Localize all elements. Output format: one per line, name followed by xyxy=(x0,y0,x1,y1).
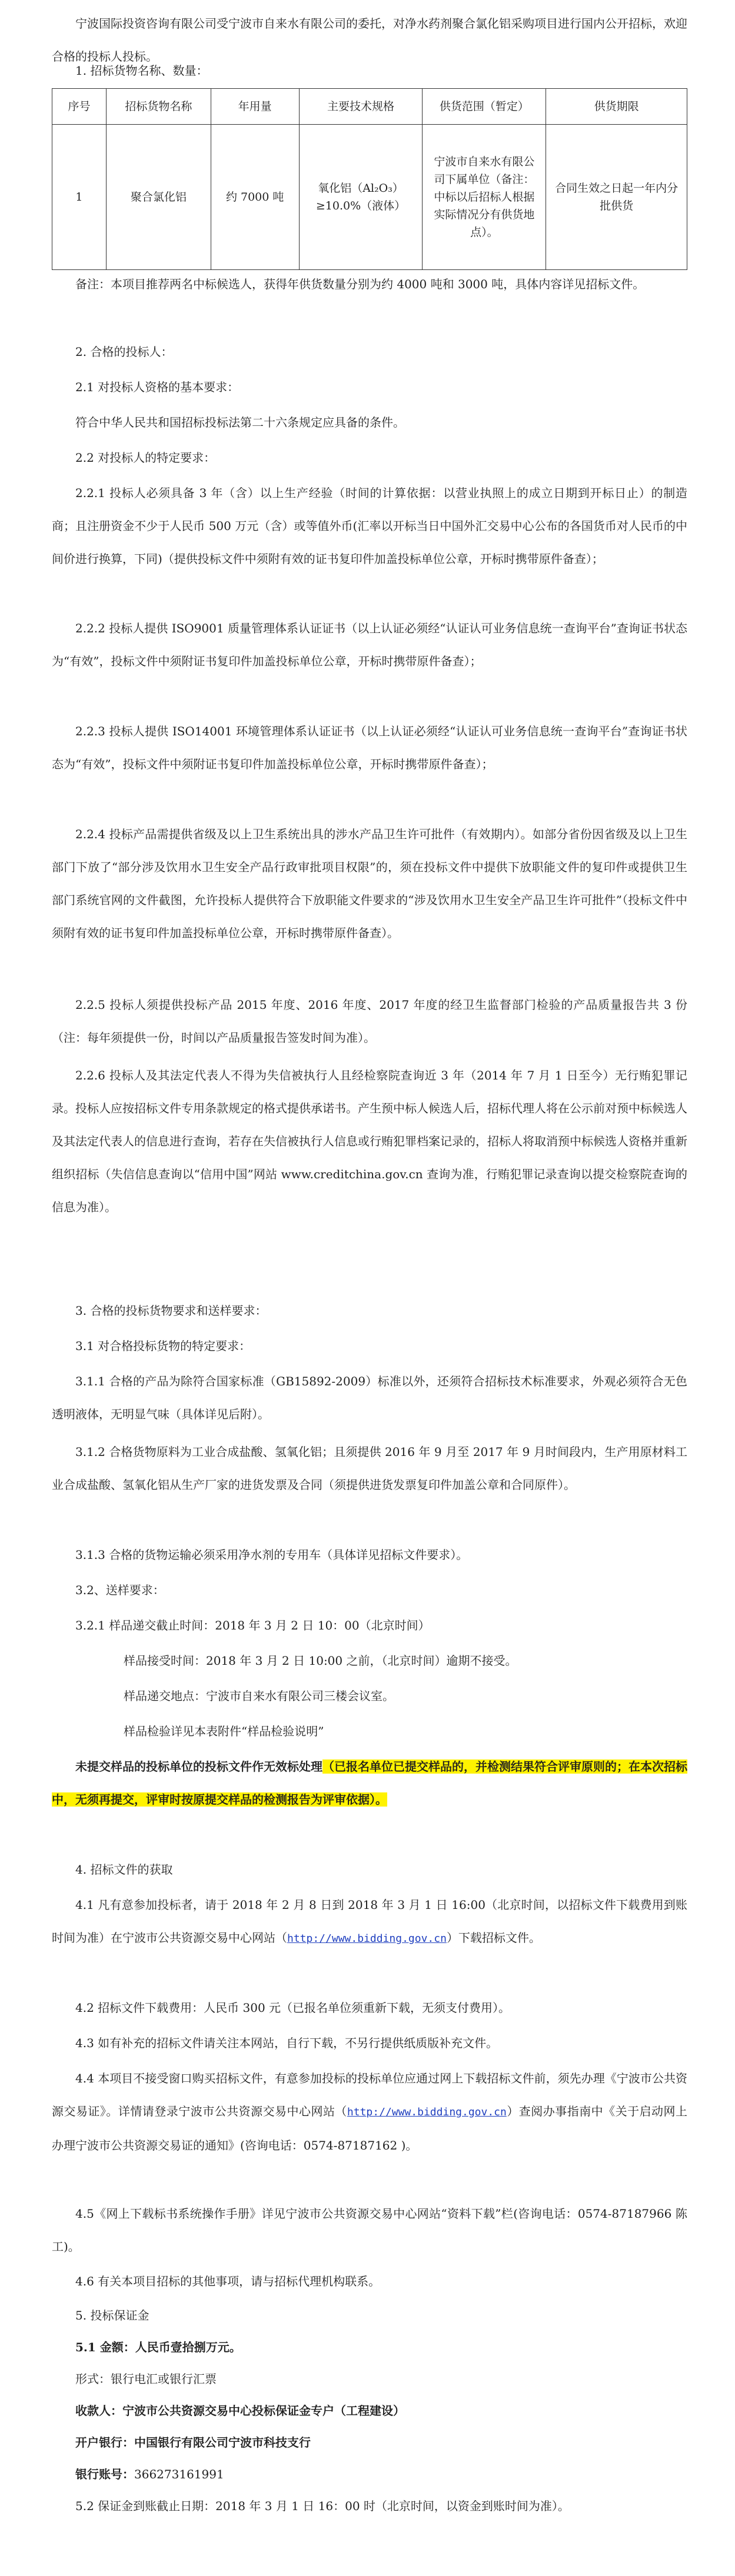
sample-receive-time: 样品接受时间：2018 年 3 月 2 日 10:00 之前，（北京时间）逾期不接受。 xyxy=(124,1654,517,1668)
section-2-2-6: 2.2.6 投标人及其法定代表人不得为失信被执行人且经检察院查询近 3 年（2014 年 7 月 1 日至今）无行贿犯罪记录。投标人应按招标文件专用条款规定的格式提供承诺书。产生预中标人候选人后，招标代理人将在公示前对预中标候选人及其法定代表人的信息进行查询，若存在失信被执行人信息或行贿犯罪档案记录的，招标人将取消预中标候选人资格并重新组织招标（失信信息查询以“信用中国”网站 www.creditchina.gov.cn 查询为准，行贿犯罪记录查询以提交检察院查询的信息为准）。 xyxy=(52,1068,687,1214)
cell-spec: 氧化铝（Al₂O₃）≥10.0%（液体） xyxy=(299,125,423,270)
col-header-scope: 供货范围（暂定） xyxy=(423,89,546,125)
sample-warning-plain: 未提交样品的投标单位的投标文件作无效标处理 xyxy=(75,1759,322,1774)
cell-period: 合同生效之日起一年内分批供货 xyxy=(546,125,687,270)
section-4-title: 4. 招标文件的获取 xyxy=(75,1862,173,1877)
section-3-2-title: 3.2、送样要求： xyxy=(75,1583,165,1597)
col-header-period: 供货期限 xyxy=(546,89,687,125)
section-4-1 xyxy=(52,1888,687,1955)
section-3-1-title: 3.1 对合格投标货物的特定要求： xyxy=(75,1339,251,1353)
section-2-title: 2. 合格的投标人： xyxy=(75,345,173,359)
section-5-title: 5. 投标保证金 xyxy=(75,2308,149,2322)
cell-usage: 约 7000 吨 xyxy=(211,125,299,270)
section-3-1-1: 3.1.1 合格的产品为除符合国家标准（GB15892-2009）标准以外，还须符合招标技术标准要求，外观必须符合无色透明液体，无明显气味（具体详见后附）。 xyxy=(52,1374,687,1421)
section-4-4 xyxy=(52,2062,687,2162)
section-1-title: 1. 招标货物名称、数量： xyxy=(75,64,208,78)
section-4-2: 4.2 招标文件下载费用：人民币 300 元（已报名单位须重新下载，无须支付费用）。 xyxy=(75,2001,511,2015)
col-header-name: 招标货物名称 xyxy=(106,89,211,125)
section-2-2-5: 2.2.5 投标人须提供投标产品 2015 年度、2016 年度、2017 年度的经卫生监督部门检验的产品质量报告共 3 份（注：每年须提供一份，时间以产品质量报告签发时间为准）。 xyxy=(52,998,687,1045)
section-2-2-2: 2.2.2 投标人提供 ISO9001 质量管理体系认证证书（以上认证必须经“认证认可业务信息统一查询平台”查询证书状态为“有效”，投标文件中须附证书复印件加盖投标单位公章，开标时携带原件备查）； xyxy=(52,621,687,668)
sample-warning-highlight: （已报名单位已提交样品的，并检测结果符合评审原则的；在本次招标中，无须再提交，评审时按原提交样品的检测报告为评审依据）。 xyxy=(52,1759,687,1807)
section-2-2-4: 2.2.4 投标产品需提供省级及以上卫生系统出具的涉水产品卫生许可批件（有效期内）。如部分省份因省级及以上卫生部门下放了“部分涉及饮用水卫生安全产品行政审批项目权限”的，须在投标文件中提供下放职能文件的复印件或提供卫生部门系统官网的文件截图，允许投标人提供符合下放职能文件要求的“涉及饮用水卫生安全产品卫生许可批件”（投标文件中须附有效的证书复印件加盖投标单位公章，开标时携带原件备查）。 xyxy=(52,827,687,940)
section-4-4-text: 4.4 本项目不接受窗口购买招标文件，有意参加投标的投标单位应通过网上下载招标文件前，须先办理《宁波市公共资源交易证》。详情请登录宁波市公共资源交易中心网站（ xyxy=(52,2071,687,2118)
section-3-title: 3. 合格的投标货物要求和送样要求： xyxy=(75,1304,267,1318)
col-header-no: 序号 xyxy=(52,89,107,125)
sample-place: 样品递交地点：宁波市自来水有限公司三楼会议室。 xyxy=(124,1689,394,1703)
cell-no: 1 xyxy=(52,125,107,270)
deposit-payee: 收款人：宁波市公共资源交易中心投标保证金专户（工程建设） xyxy=(75,2404,405,2418)
section-4-1-tail: ）下载招标文件。 xyxy=(446,1931,541,1945)
col-header-spec: 主要技术规格 xyxy=(299,89,423,125)
section-3-1-3: 3.1.3 合格的货物运输必须采用净水剂的专用车（具体详见招标文件要求）。 xyxy=(75,1548,468,1562)
section-4-3: 4.3 如有补充的招标文件请关注本网站，自行下载，不另行提供纸质版补充文件。 xyxy=(75,2036,498,2050)
deposit-account-number: 366273161991 xyxy=(134,2467,224,2481)
deposit-bank: 开户银行：中国银行有限公司宁波市科技支行 xyxy=(75,2435,311,2450)
section-3-2-1: 3.2.1 样品递交截止时间：2018 年 3 月 2 日 10：00（北京时间） xyxy=(75,1618,430,1632)
table-note: 备注：本项目推荐两名中标候选人，获得年供货数量分别为约 4000 吨和 3000 吨，具体内容详见招标文件。 xyxy=(75,277,645,291)
deposit-amount: 5.1 金额：人民币壹拾捌万元。 xyxy=(75,2340,241,2354)
table-header-row xyxy=(52,89,687,125)
intro-paragraph: 宁波国际投资咨询有限公司受宁波市自来水有限公司的委托，对净水药剂聚合氯化铝采购项目进行国内公开招标，欢迎合格的投标人投标。 xyxy=(52,16,687,64)
deposit-form: 形式：银行电汇或银行汇票 xyxy=(75,2372,217,2386)
sample-warning xyxy=(52,1750,687,1816)
section-2-2-3: 2.2.3 投标人提供 ISO14001 环境管理体系认证证书（以上认证必须经“认证认可业务信息统一查询平台”查询证书状态为“有效”，投标文件中须附证书复印件加盖投标单位公章，开标时携带原件备查）； xyxy=(52,724,687,771)
section-5-2: 5.2 保证金到账截止日期：2018 年 3 月 1 日 16：00 时（北京时间，以资金到账时间为准）。 xyxy=(75,2499,570,2513)
section-2-2-1: 2.2.1 投标人必须具备 3 年（含）以上生产经验（时间的计算依据：以营业执照上的成立日期到开标日止）的制造商；且注册资金不少于人民币 500 万元（含）或等值外币(汇率以开标当日中国外汇交易中心公布的各国货币对人民币的中间价进行换算，下同)（提供投标文件中须附有效的证书复印件加盖投标单位公章，开标时携带原件备查）； xyxy=(52,486,687,566)
bidding-site-link[interactable]: http://www.bidding.gov.cn xyxy=(287,1932,447,1945)
section-4-6: 4.6 有关本项目招标的其他事项，请与招标代理机构联系。 xyxy=(75,2274,381,2288)
section-4-4-tail: ）查阅办事指南中《关于启动网上办理宁波市公共资源交易证的通知》(咨询电话：0574-87187162 )。 xyxy=(52,2104,688,2152)
col-header-usage: 年用量 xyxy=(211,89,299,125)
deposit-account xyxy=(52,2458,687,2491)
section-2-2-title: 2.2 对投标人的特定要求： xyxy=(75,451,216,465)
goods-table xyxy=(52,88,687,270)
cell-name: 聚合氯化铝 xyxy=(106,125,211,270)
section-2-1-title: 2.1 对投标人资格的基本要求： xyxy=(75,380,240,394)
section-4-1-text: 4.1 凡有意参加投标者，请于 2018 年 2 月 8 日到 2018 年 3 月 1 日 16:00（北京时间，以招标文件下载费用到账时间为准）在宁波市公共资源交易中心网站（ xyxy=(52,1898,687,1945)
cell-scope: 宁波市自来水有限公司下属单位（备注：中标以后招标人根据实际情况分有供货地点）。 xyxy=(423,125,546,270)
section-2-1-text: 符合中华人民共和国招标投标法第二十六条规定应具备的条件。 xyxy=(75,415,405,429)
section-4-5: 4.5《网上下载标书系统操作手册》详见宁波市公共资源交易中心网站“资料下载”栏(咨询电话：0574-87187966 陈工)。 xyxy=(52,2207,687,2254)
section-3-1-2: 3.1.2 合格货物原料为工业合成盐酸、氢氧化铝；且须提供 2016 年 9 月至 2017 年 9 月时间段内，生产用原材料工业合成盐酸、氢氧化铝从生产厂家的进货发票及合同（须提供进货发票复印件加盖公章和合同原件）。 xyxy=(52,1445,687,1492)
bidding-site-link-2[interactable]: http://www.bidding.gov.cn xyxy=(347,2106,507,2118)
deposit-account-label: 银行账号： xyxy=(75,2467,134,2481)
sample-check-note: 样品检验详见本表附件“样品检验说明” xyxy=(124,1724,324,1738)
table-row xyxy=(52,125,687,270)
